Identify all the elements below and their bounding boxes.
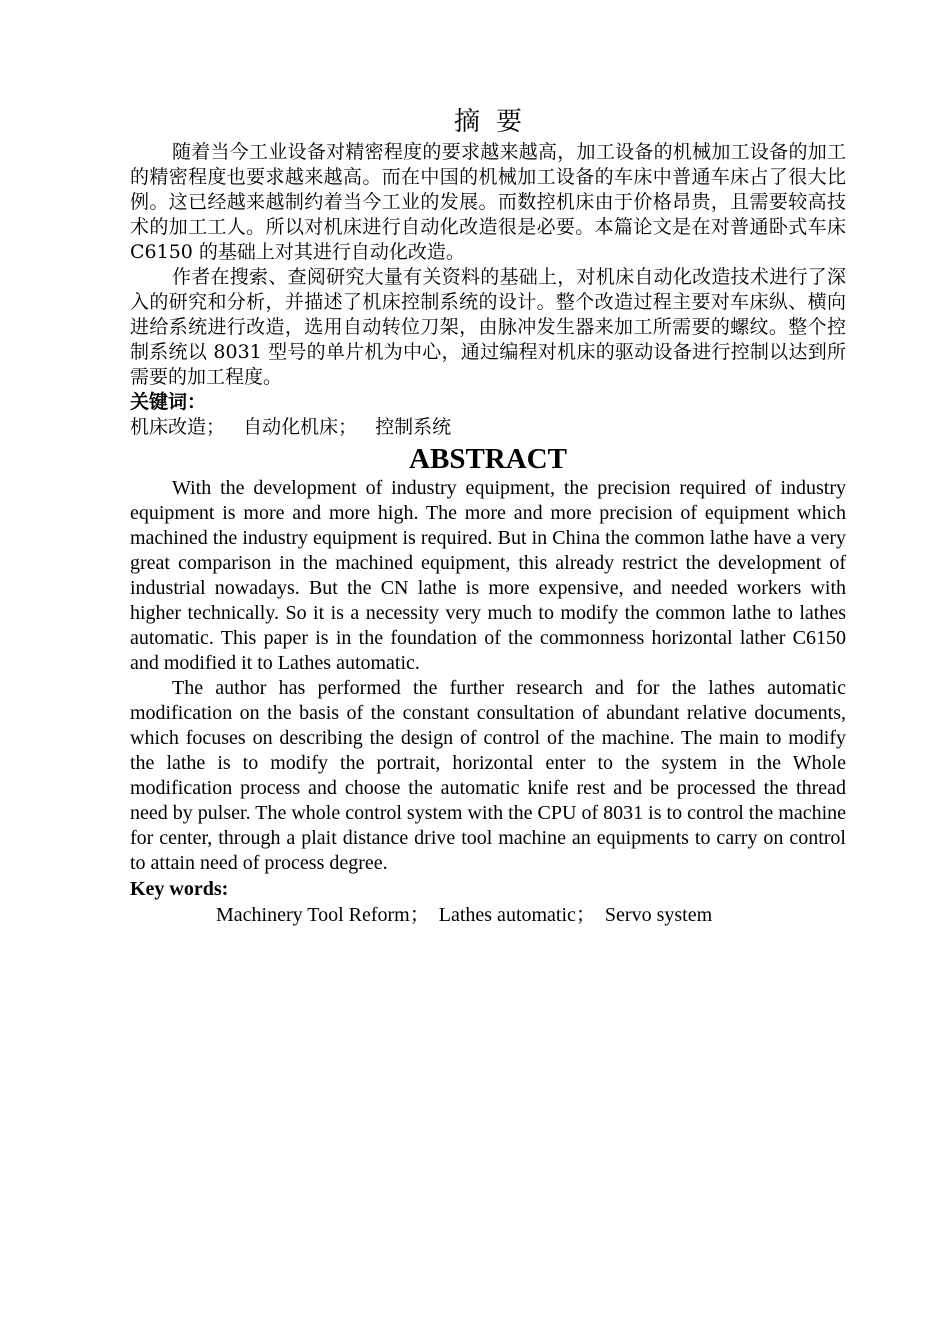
abstract-page <box>130 104 846 928</box>
english-abstract-paragraph: The author has performed the further research and for the lathes automatic modification on the basis of the constant consultation of abundant relative documents, which focuses on describing the design of control of the machine. The main to modify the lathe is to modify the portrait, horizontal enter to the system in the Whole modification process and choose the automatic knife rest and be processed the thread need by pulser. The whole control system with the CPU of 8031 is to control the machine for center, through a plait distance drive tool machine an equipments to carry on control to attain need of process degree. <box>130 677 846 874</box>
chinese-keywords-list <box>130 415 846 440</box>
english-keywords-list <box>130 902 846 928</box>
english-abstract-paragraph: With the development of industry equipment, the precision required of industry equipment is more and more high. The more and more precision of equipment which machined the industry equipment is required. But in China the common lathe have a very great comparison in the machined equipment, this already restrict the development of industrial nowadays. But the CN lathe is more expensive, and needed workers with higher technically. So it is a necessity very much to modify the common lathe to lathes automatic. This paper is in the foundation of the commonness horizontal lather C6150 and modified it to Lathes automatic. <box>130 477 846 674</box>
chinese-keyword: 机床改造； <box>130 416 226 438</box>
chinese-keywords-label: 关键词： <box>130 391 207 413</box>
chinese-keyword: 控制系统 <box>375 416 452 438</box>
chinese-abstract-paragraph: 作者在搜索、查阅研究大量有关资料的基础上，对机床自动化改造技术进行了深入的研究和分析，并描述了机床控制系统的设计。整个改造过程主要对车床纵、横向进给系统进行改造，选用自动转位刀架，由脉冲发生器来加工所需要的螺纹。整个控制系统以 8031 型号的单片机为中心，通过编程对机床的驱动设备进行控制以达到所需要的加工程度。 <box>130 266 846 388</box>
english-keyword: Lathes automatic； <box>438 904 596 926</box>
english-keyword: Machinery Tool Reform； <box>216 904 430 926</box>
english-keywords-label: Key words: <box>130 878 229 900</box>
chinese-abstract-paragraph: 随着当今工业设备对精密程度的要求越来越高，加工设备的机械加工设备的加工的精密程度也要求越来越高。而在中国的机械加工设备的车床中普通车床占了很大比例。这已经越来越制约着当今工业的发展。而数控机床由于价格昂贵，且需要较高技术的加工工人。所以对机床进行自动化改造很是必要。本篇论文是在对普通卧式车床 C6150 的基础上对其进行自动化改造。 <box>130 141 846 263</box>
chinese-keyword: 自动化机床； <box>243 416 358 438</box>
english-abstract-title: ABSTRACT <box>409 443 567 475</box>
english-keyword: Servo system <box>604 904 713 926</box>
chinese-abstract-title: 摘要 <box>453 107 538 137</box>
